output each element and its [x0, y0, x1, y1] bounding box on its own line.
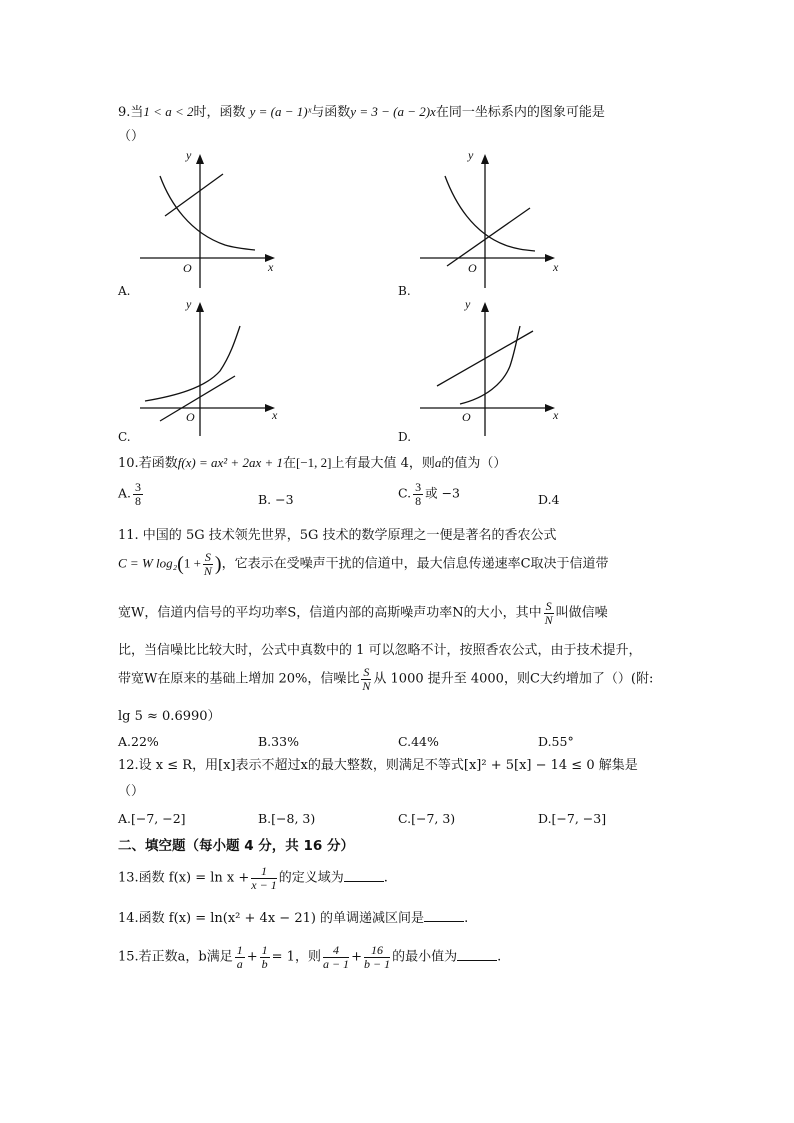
answer-blank[interactable] — [344, 871, 384, 882]
q12-line-1: 12.设 x ≤ R，用[x]表示不超过x的最大整数，则满足不等式[x]² + 5[x] − 14 ≤ 0 解集是 — [118, 758, 638, 773]
q11-line-2: C = W log₂(1 + $\frac{S}{N}$ )，它表示在受噪声干扰的信道中，最大信息传递速率C取决于信道带 — [118, 550, 609, 578]
graph-d-y-label: y — [465, 297, 471, 311]
exponential-curve — [460, 326, 520, 404]
graph-c-y-label: y — [186, 297, 192, 311]
q11-line-1: 11. 中国的 5G 技术领先世界，5G 技术的数学原理之一便是著名的香农公式 — [118, 528, 557, 543]
q11-option-d: D.55° — [538, 734, 574, 749]
q10-option-c: C. $\frac{3}{8}$ 或 −3 — [398, 480, 460, 508]
exponential-curve — [160, 176, 255, 250]
q11-line-5: 带宽W在原来的基础上增加 20%，信噪比 $\frac{S}{N}$ 从 1000 提升至 4000，则C大约增加了（）(附: — [118, 665, 654, 693]
straight-line — [160, 376, 235, 421]
shannon-formula: C = W log₂ — [118, 555, 178, 571]
q11-option-c: C.44% — [398, 734, 439, 749]
graph-a-origin: O — [183, 261, 192, 275]
section-2-heading: 二、填空题（每小题 4 分，共 16 分） — [118, 838, 354, 854]
graph-b — [415, 148, 575, 293]
q12-option-a: A.[−7, −2] — [118, 811, 186, 826]
graph-b-y-label: y — [468, 148, 474, 162]
graph-c-origin: O — [186, 410, 195, 424]
answer-blank[interactable] — [457, 950, 497, 961]
q12-option-d: D.[−7, −3] — [538, 811, 607, 826]
graph-a-y-label: y — [186, 148, 192, 162]
q11-option-b: B.33% — [258, 734, 299, 749]
q10-option-b: B. −3 — [258, 492, 294, 507]
exponential-curve — [145, 326, 240, 401]
graph-a-x-label: x — [268, 260, 274, 274]
q14-text: 14.函数 f(x) = ln(x² + 4x − 21) 的单调递减区间是 . — [118, 911, 469, 926]
q9-paren: （） — [118, 129, 145, 144]
q11-option-a: A.22% — [118, 734, 159, 749]
graph-d-option: D. — [398, 430, 412, 444]
straight-line — [165, 174, 223, 216]
graph-b-x-label: x — [553, 260, 559, 274]
q9-function-1: y = (a − 1)ˣ — [249, 104, 312, 119]
graph-b-origin: O — [468, 261, 477, 275]
q15-text: 15.若正数a，b满足 $\frac{1}{a}$ + $\frac{1}{b}$ = 1，则 $\frac{4}{a - 1}$ + $\frac{16}{b - 1}$ 的最小值为 . — [118, 943, 502, 971]
graph-a-option: A. — [118, 284, 131, 298]
answer-blank[interactable] — [424, 911, 464, 922]
q10-text: 10.若函数f(x) = ax² + 2ax + 1在[−1, 2]上有最大值 4，则a的值为（） — [118, 455, 507, 471]
q9-function-2: y = 3 − (a − 2)x — [350, 104, 436, 119]
q10-function: f(x) = ax² + 2ax + 1 — [177, 455, 283, 470]
graph-c — [135, 296, 295, 441]
q9-number: 9. — [118, 105, 131, 120]
graph-d — [415, 296, 575, 441]
q10-option-d: D.4 — [538, 492, 560, 507]
q11-line-6: lg 5 ≈ 0.6990） — [118, 709, 221, 724]
q12-paren: （） — [118, 784, 145, 799]
q13-text: 13.函数 f(x) = ln x + $\frac{1}{x - 1}$ 的定义域为 . — [118, 864, 388, 892]
graph-d-x-label: x — [553, 408, 559, 422]
graph-c-option: C. — [118, 430, 131, 444]
graph-c-x-label: x — [272, 408, 278, 422]
graph-b-option: B. — [398, 284, 411, 298]
q11-line-4: 比，当信噪比比较大时，公式中真数中的 1 可以忽略不计，按照香农公式，由于技术提升， — [118, 643, 642, 658]
graph-d-origin: O — [462, 410, 471, 424]
q9-text: 9.当1 < a < 2时，函数 y = (a − 1)ˣ与函数y = 3 − (a − 2)x在同一坐标系内的图象可能是 — [118, 104, 605, 120]
straight-line — [447, 208, 530, 266]
q12-option-b: B.[−8, 3) — [258, 811, 316, 826]
q12-option-c: C.[−7, 3) — [398, 811, 456, 826]
q10-option-a: A. $\frac{3}{8}$ — [118, 480, 142, 508]
q11-line-3: 宽W，信道内信号的平均功率S，信道内部的高斯噪声功率N的大小，其中 $\frac{S}{N}$ 叫做信噪 — [118, 599, 608, 627]
